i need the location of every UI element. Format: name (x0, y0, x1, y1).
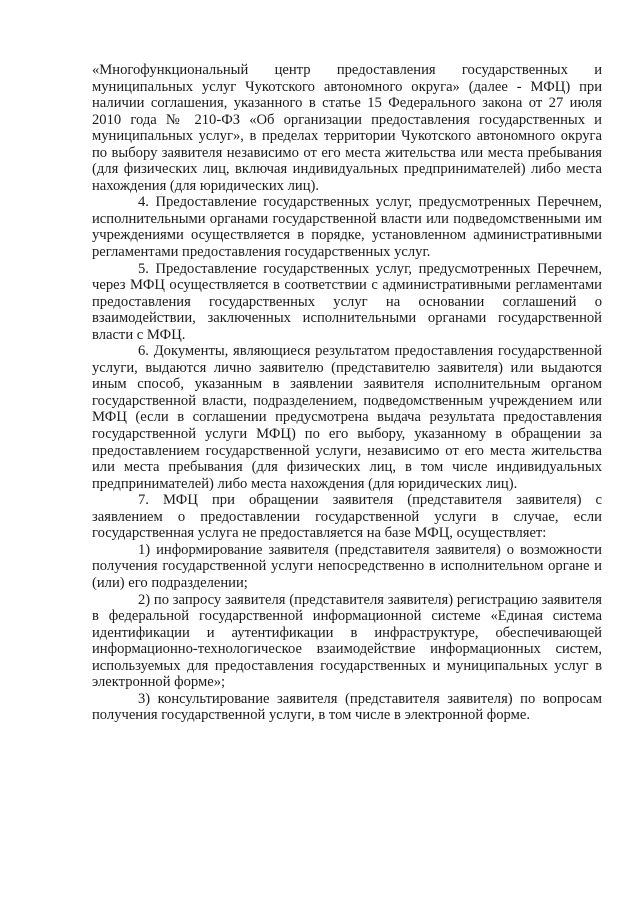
paragraph-subitem-1: 1) информирование заявителя (представителя заявителя) о возможности получения государственной услуги непосредственно в исполнительном органе и (или) его подразделении; (92, 541, 602, 591)
document-page (92, 62, 602, 724)
paragraph-mfc-definition: «Многофункциональный центр предоставления государственных и муниципальных услуг Чукотского автономного округа» (далее - МФЦ) при наличии соглашения, указанного в статье 15 Федерального закона от 27 июля 2010 года № 210-ФЗ «Об организации предоставления государственных и муниципальных услуг», в пределах территории Чукотского автономного округа по выбору заявителя независимо от его места жительства или места пребывания (для физических лиц, включая индивидуальных предпринимателей) либо места нахождения (для юридических лиц). (92, 62, 602, 194)
paragraph-subitem-2: 2) по запросу заявителя (представителя заявителя) регистрацию заявителя в федеральной государственной информационной системе «Единая система идентификации и аутентификации в инфраструктуре, обеспечивающей информационно-технологическое взаимодействие информационных систем, используемых для предоставления государственных и муниципальных услуг в электронной форме»; (92, 591, 602, 691)
paragraph-item-4: 4. Предоставление государственных услуг, предусмотренных Перечнем, исполнительными органами государственной власти или подведомственными им учреждениями осуществляется в порядке, установленном административными регламентами предоставления государственных услуг. (92, 194, 602, 261)
paragraph-item-6: 6. Документы, являющиеся результатом предоставления государственной услуги, выдаются лично заявителю (представителю заявителя) или выдаются иным способ, указанным в заявлении заявителя исполнительным органом государственной власти, подразделением, подведомственным учреждением или МФЦ (если в соглашении предусмотрена выдача результата предоставления государственной услуги МФЦ) по его выбору, указанному в обращении за предоставлением государственной услуги, независимо от его места жительства или места пребывания (для физических лиц, в том числе индивидуальных предпринимателей) либо места нахождения (для юридических лиц). (92, 343, 602, 492)
paragraph-item-5: 5. Предоставление государственных услуг, предусмотренных Перечнем, через МФЦ осуществляется в соответствии с административными регламентами предоставления государственных услуг на основании соглашений о взаимодействии, заключенных исполнительными органами государственной власти с МФЦ. (92, 260, 602, 343)
paragraph-item-7: 7. МФЦ при обращении заявителя (представителя заявителя) с заявлением о предоставлении государственной услуги в случае, если государственная услуга не предоставляется на базе МФЦ, осуществляет: (92, 492, 602, 542)
paragraph-subitem-3: 3) консультирование заявителя (представителя заявителя) по вопросам получения государственной услуги, в том числе в электронной форме. (92, 690, 602, 724)
